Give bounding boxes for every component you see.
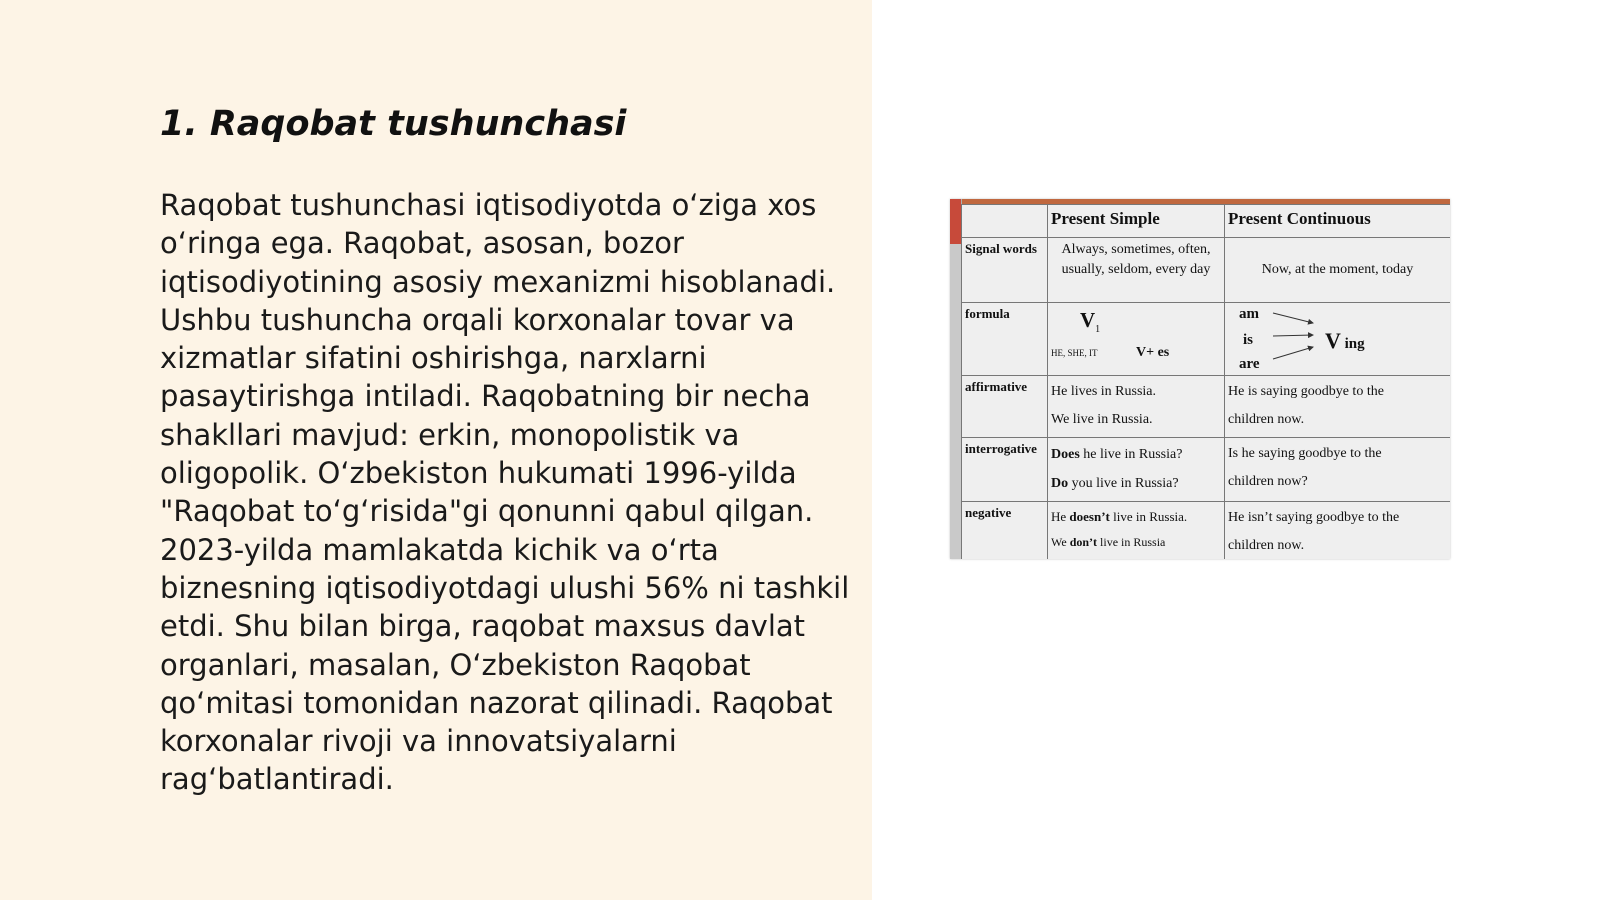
slide-body-text: Raqobat tushunchasi iqtisodiyotda o‘ziga xos o‘ringa ega. Raqobat, asosan, bozor iqtisodiyotining asosiy mexanizmi hisoblanadi. Ushbu tushuncha orqali korxonalar tovar va xizmatlar sifatini oshirishga, narxlarni pasaytirishga intiladi. Raqobatning bir necha shakllari mavjud: erkin, monopolistik va oligopolik. O‘zbekiston hukumati 1996-yilda "Raqobat to‘g‘risida"gi qonunni qabul qilgan. 2023-yilda mamlakatda kichik va o‘rta biznesning iqtisodiyotdagi ulushi 56% ni tashkil etdi. Shu bilan birga, raqobat maxsus davlat organlari, masalan, O‘zbekiston Raqobat qo‘mitasi tomonidan nazorat qilinadi. Raqobat korxonalar rivoji va innovatsiyalarni rag‘batlantiradi. — [160, 188, 850, 797]
row-label-affirmative: affirmative — [962, 376, 1048, 438]
signal-words-continuous: Now, at the moment, today — [1225, 238, 1451, 303]
formula-are: are — [1239, 356, 1260, 372]
table-row-formula — [962, 303, 1451, 376]
formula-v-es: V+ es — [1136, 345, 1170, 360]
table-header-present-continuous: Present Continuous — [1225, 205, 1451, 238]
table-header-empty — [962, 205, 1048, 238]
negative-continuous: He isn’t saying goodbye to the children now. — [1225, 501, 1451, 559]
table-row-affirmative — [962, 376, 1451, 438]
formula-arrows-icon — [1271, 309, 1321, 365]
table-header-present-simple: Present Simple — [1048, 205, 1225, 238]
interrogative-continuous: Is he saying goodbye to the children now? — [1225, 438, 1451, 502]
table-row-negative — [962, 501, 1451, 559]
grammar-table — [961, 204, 1450, 559]
row-label-negative: negative — [962, 501, 1048, 559]
row-label-signal-words: Signal words — [962, 238, 1048, 303]
formula-pronouns: HE, SHE, IT — [1051, 348, 1098, 358]
table-row-signal-words — [962, 238, 1451, 303]
signal-words-simple: Always, sometimes, often, usually, seldom, every day — [1048, 238, 1225, 303]
grammar-table-image — [950, 199, 1450, 559]
slide-title: 1. Raqobat tushunchasi — [160, 104, 627, 144]
formula-simple — [1048, 303, 1225, 376]
interrogative-simple: Does he live in Russia? Do you live in Russia? — [1048, 438, 1225, 502]
formula-is: is — [1243, 332, 1254, 348]
table-row-interrogative — [962, 438, 1451, 502]
negative-simple: He doesn’t live in Russia. We don’t live in Russia — [1048, 501, 1225, 559]
row-label-interrogative: interrogative — [962, 438, 1048, 502]
formula-am: am — [1239, 306, 1259, 322]
formula-v-ing: V ing — [1325, 328, 1365, 353]
affirmative-continuous: He is saying goodbye to the children now. — [1225, 376, 1451, 438]
affirmative-simple: He lives in Russia. We live in Russia. — [1048, 376, 1225, 438]
formula-continuous — [1225, 303, 1451, 376]
formula-v1: $V_1$ — [1080, 308, 1101, 336]
row-label-formula: formula — [962, 303, 1048, 376]
table-header-row — [962, 205, 1451, 238]
